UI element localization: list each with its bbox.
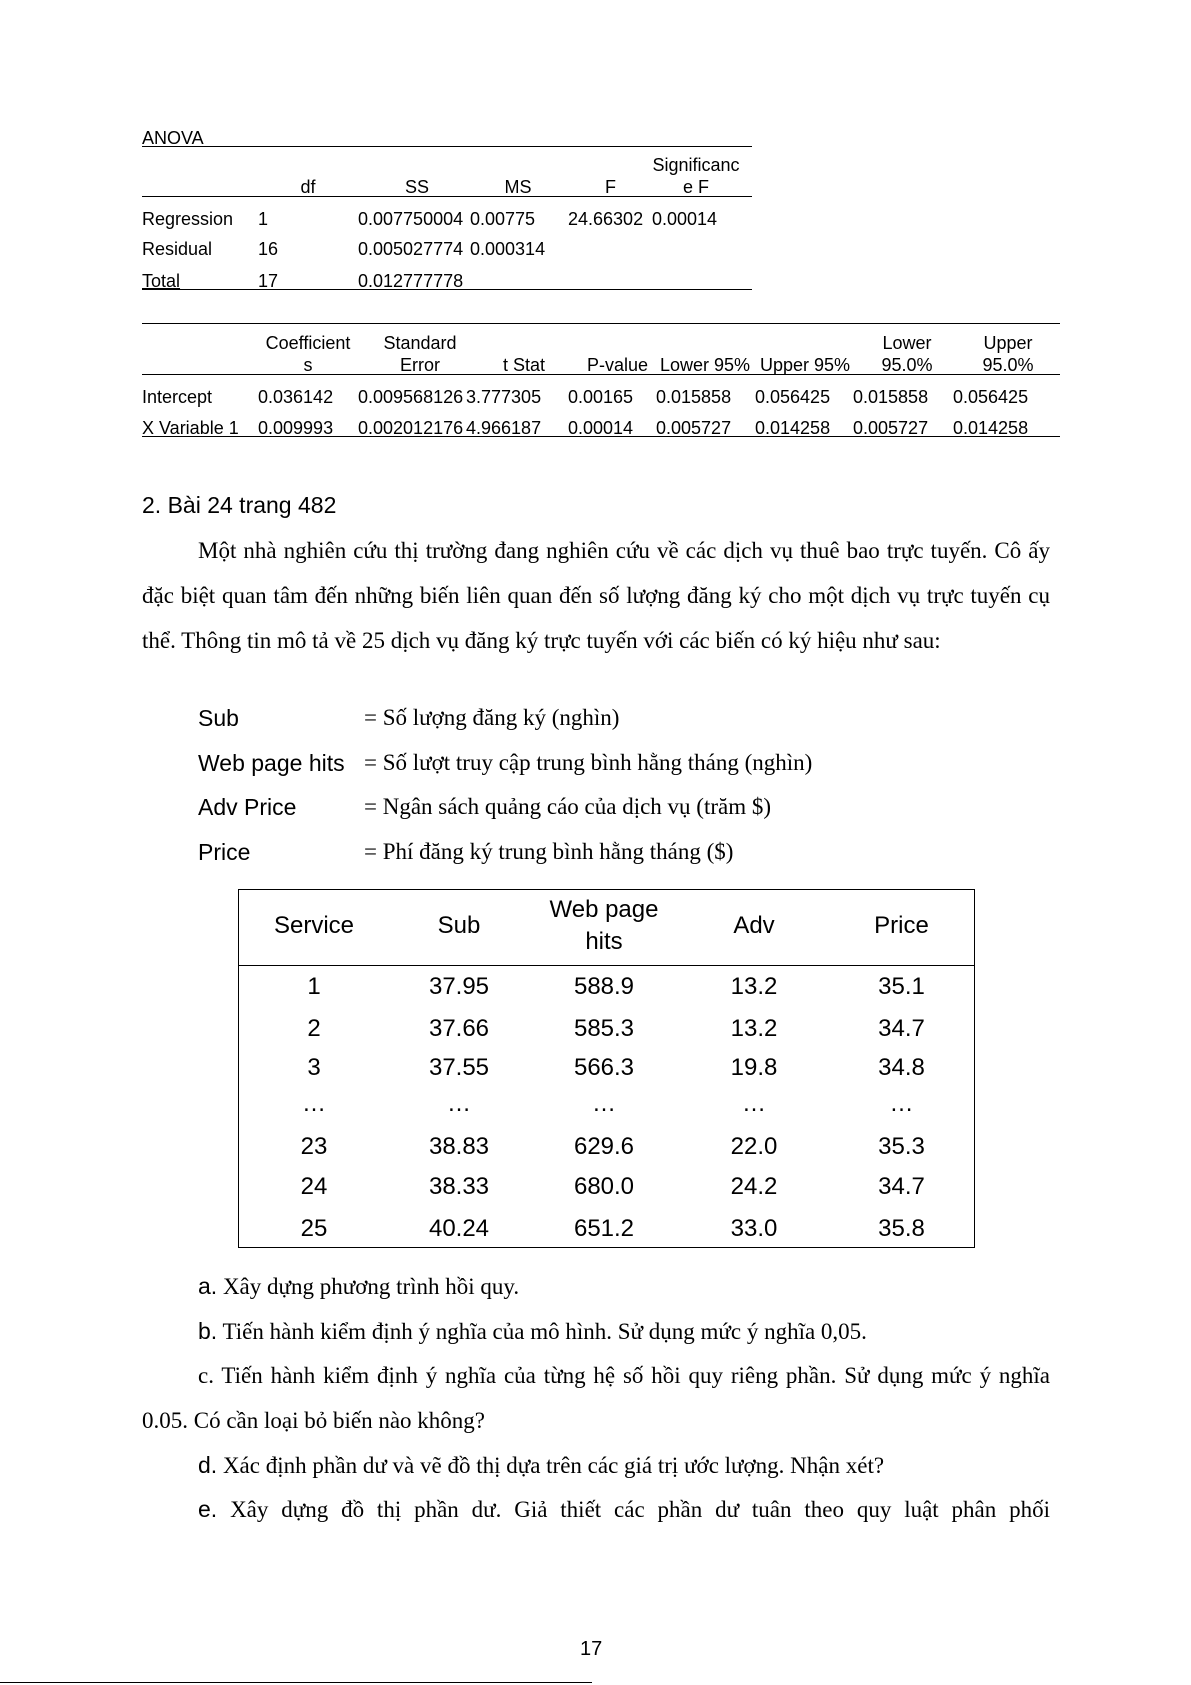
anova-label: ANOVA: [142, 128, 204, 148]
definition-desc: = Phí đăng ký trung bình hằng tháng ($): [364, 839, 734, 864]
table-cell: 25: [300, 1215, 328, 1242]
coef-bottom-rule: [142, 436, 1060, 437]
table-cell: 566.3: [573, 1054, 635, 1081]
coef-row-coef: 0.009993: [258, 418, 334, 438]
question-label: a.: [198, 1273, 218, 1299]
anova-header-rule: [142, 196, 752, 197]
question-text: Xây dựng phương trình hồi quy.: [222, 1274, 520, 1299]
anova-row-ss: 0.007750004: [358, 209, 464, 229]
table-cell: 34.7: [878, 1015, 925, 1042]
table-cell: 37.66: [428, 1015, 490, 1042]
question-text: Tiến hành kiểm định ý nghĩa của mô hình. Sử dụng mức ý nghĩa 0,05.: [222, 1319, 867, 1344]
table-cell: 13.2: [730, 1015, 778, 1042]
coef-row-lower95: 0.005727: [656, 418, 732, 438]
anova-header-sig-1: Significanc: [652, 155, 740, 175]
table-cell: 37.95: [428, 973, 490, 1000]
table-cell: …: [742, 1090, 766, 1117]
table-cell: …: [889, 1090, 914, 1117]
anova-row-name: Total: [142, 271, 181, 291]
table-cell: 588.9: [573, 973, 635, 1000]
coef-row-tstat: 4.966187: [466, 418, 542, 438]
coef-header-lower950: [862, 332, 952, 376]
services-table: [238, 889, 975, 1248]
table-cell: 585.3: [573, 1015, 635, 1042]
coef-header-lower95: Lower 95%: [660, 355, 751, 375]
anova-row-df: 1: [258, 209, 269, 229]
table-cell: 35.3: [878, 1133, 925, 1160]
coef-row-pvalue: 0.00014: [568, 418, 634, 438]
services-table-header: [239, 890, 974, 966]
question-b: [198, 1318, 867, 1345]
definition-term: Sub: [198, 705, 239, 731]
coef-row-upper950: 0.056425: [953, 387, 1029, 407]
definition-desc: = Số lượng đăng ký (nghìn): [364, 705, 620, 730]
section-paragraph: Một nhà nghiên cứu thị trường đang nghiên cứu về các dịch vụ thuê bao trực tuyến. Cô ấy đặc biệt quan tâm đến những biến liên quan đến số lượng đăng ký cho một dịch vụ trực tuyến cụ thể. Thông tin mô tả về 25 dịch vụ đăng ký trực tuyến với các biến có ký hiệu như sau:: [142, 538, 1050, 653]
coef-top-rule: [142, 323, 1060, 324]
header-webpage-hits-1: Web page: [549, 896, 659, 923]
coef-row-name: Intercept: [142, 387, 213, 407]
table-cell: 651.2: [573, 1215, 635, 1242]
table-cell: 34.8: [878, 1054, 925, 1081]
anova-row-ms: 0.000314: [470, 239, 546, 259]
coef-row-lower950: 0.015858: [853, 387, 929, 407]
anova-header-ms: MS: [504, 177, 532, 197]
page-number: 17: [580, 1638, 603, 1660]
definition-desc: = Số lượt truy cập trung bình hằng tháng (nghìn): [364, 750, 813, 775]
definition-term: Web page hits: [198, 750, 345, 776]
coef-row-upper95: 0.056425: [755, 387, 831, 407]
anova-row-sig: 0.00014: [652, 209, 718, 229]
definition-term: Price: [198, 839, 251, 865]
question-e: [198, 1496, 1050, 1523]
coef-header-rule: [142, 374, 1060, 375]
header-service: Service: [273, 912, 355, 939]
coef-header-lo2-1: Lower: [882, 333, 932, 353]
table-cell: 24: [300, 1173, 328, 1200]
question-d: [198, 1452, 884, 1479]
header-sub: Sub: [437, 912, 481, 939]
anova-row-df: 17: [258, 271, 279, 291]
coef-header-coef-1: Coefficient: [265, 333, 351, 353]
coef-row-coef: 0.036142: [258, 387, 334, 407]
anova-header-df: df: [300, 177, 316, 197]
coef-header-tstat: t Stat: [502, 355, 546, 375]
anova-row-f: 24.66302: [568, 209, 644, 229]
coef-header-se-2: Error: [400, 355, 440, 375]
table-cell: 35.8: [878, 1215, 925, 1242]
coef-row-upper950: 0.014258: [953, 418, 1029, 438]
anova-row-df: 16: [258, 239, 279, 259]
coef-row-tstat: 3.777305: [466, 387, 542, 407]
section-heading: 2. Bài 24 trang 482: [142, 492, 337, 518]
table-cell: 34.7: [878, 1173, 925, 1200]
coef-row-upper95: 0.014258: [755, 418, 831, 438]
question-c: [142, 1353, 1050, 1443]
table-cell: 19.8: [730, 1054, 778, 1081]
anova-row-ss: 0.005027774: [358, 239, 464, 259]
header-price: Price: [874, 912, 929, 939]
question-a: [198, 1273, 519, 1300]
coef-header-upper950: [960, 332, 1056, 376]
question-text: Tiến hành kiểm định ý nghĩa của từng hệ số hồi quy riêng phần. Sử dụng mức ý nghĩa 0.05. Có cần loại bỏ biến nào không?: [142, 1363, 1051, 1433]
anova-header-sig: [640, 154, 752, 198]
footer-rule: [0, 1682, 592, 1683]
table-cell: 13.2: [730, 973, 778, 1000]
anova-row-ms: 0.00775: [470, 209, 536, 229]
definition-desc: = Ngân sách quảng cáo của dịch vụ (trăm $): [364, 794, 772, 819]
coef-row-pvalue: 0.00165: [568, 387, 634, 407]
coef-header-stderr: [370, 332, 470, 376]
table-cell: 3: [307, 1054, 321, 1081]
anova-top-rule: [142, 146, 752, 147]
coef-row-lower950: 0.005727: [853, 418, 929, 438]
table-cell: 680.0: [573, 1173, 635, 1200]
anova-row-name: Residual: [142, 239, 213, 259]
coef-row-se: 0.002012176: [358, 418, 464, 438]
question-label: e.: [198, 1496, 218, 1522]
table-cell: …: [447, 1090, 471, 1117]
anova-header-sig-2: e F: [682, 177, 709, 197]
coef-header-hi2-2: 95.0%: [982, 355, 1034, 375]
coef-header-coef-2: s: [303, 355, 313, 375]
definition-term: Adv Price: [198, 794, 297, 820]
question-label: b.: [198, 1318, 218, 1344]
coef-row-se: 0.009568126: [358, 387, 464, 407]
table-cell: 37.55: [428, 1054, 490, 1081]
coef-header-upper95: Upper 95%: [760, 355, 851, 375]
header-webpage-hits: [529, 894, 679, 958]
table-cell: 22.0: [730, 1133, 778, 1160]
table-cell: 1: [307, 973, 321, 1000]
table-cell: 33.0: [730, 1215, 778, 1242]
anova-row-name: Regression: [142, 209, 234, 229]
table-cell: …: [592, 1090, 616, 1117]
anova-row-ss: 0.012777778: [358, 271, 464, 291]
coef-row-lower95: 0.015858: [656, 387, 732, 407]
table-cell: 23: [300, 1133, 328, 1160]
header-adv: Adv: [733, 912, 775, 939]
table-cell: 40.24: [428, 1215, 490, 1242]
anova-header-ss: SS: [404, 177, 429, 197]
table-cell: 38.33: [428, 1173, 490, 1200]
header-webpage-hits-2: hits: [585, 928, 623, 955]
coef-header-lo2-2: 95.0%: [881, 355, 933, 375]
coef-header-coefficients: [258, 332, 358, 376]
question-text: Xây dựng đồ thị phần dư. Giả thiết các phần dư tuân theo quy luật phân phối: [230, 1497, 1051, 1522]
table-cell: …: [302, 1090, 326, 1117]
table-cell: 24.2: [730, 1173, 778, 1200]
table-cell: 629.6: [573, 1133, 635, 1160]
anova-bottom-rule: [142, 289, 752, 290]
table-cell: 35.1: [878, 973, 925, 1000]
table-cell: 38.83: [428, 1133, 490, 1160]
question-text: Xác định phần dư và vẽ đồ thị dựa trên các giá trị ước lượng. Nhận xét?: [222, 1453, 885, 1478]
coef-header-se-1: Standard: [383, 333, 457, 353]
coef-row-name: X Variable 1: [142, 418, 239, 438]
table-cell: 2: [307, 1015, 321, 1042]
anova-header-f: F: [605, 177, 616, 197]
question-label: c.: [198, 1363, 214, 1388]
coef-header-pvalue: P-value: [586, 355, 649, 375]
question-label: d.: [198, 1452, 218, 1478]
coef-header-hi2-1: Upper: [983, 333, 1033, 353]
